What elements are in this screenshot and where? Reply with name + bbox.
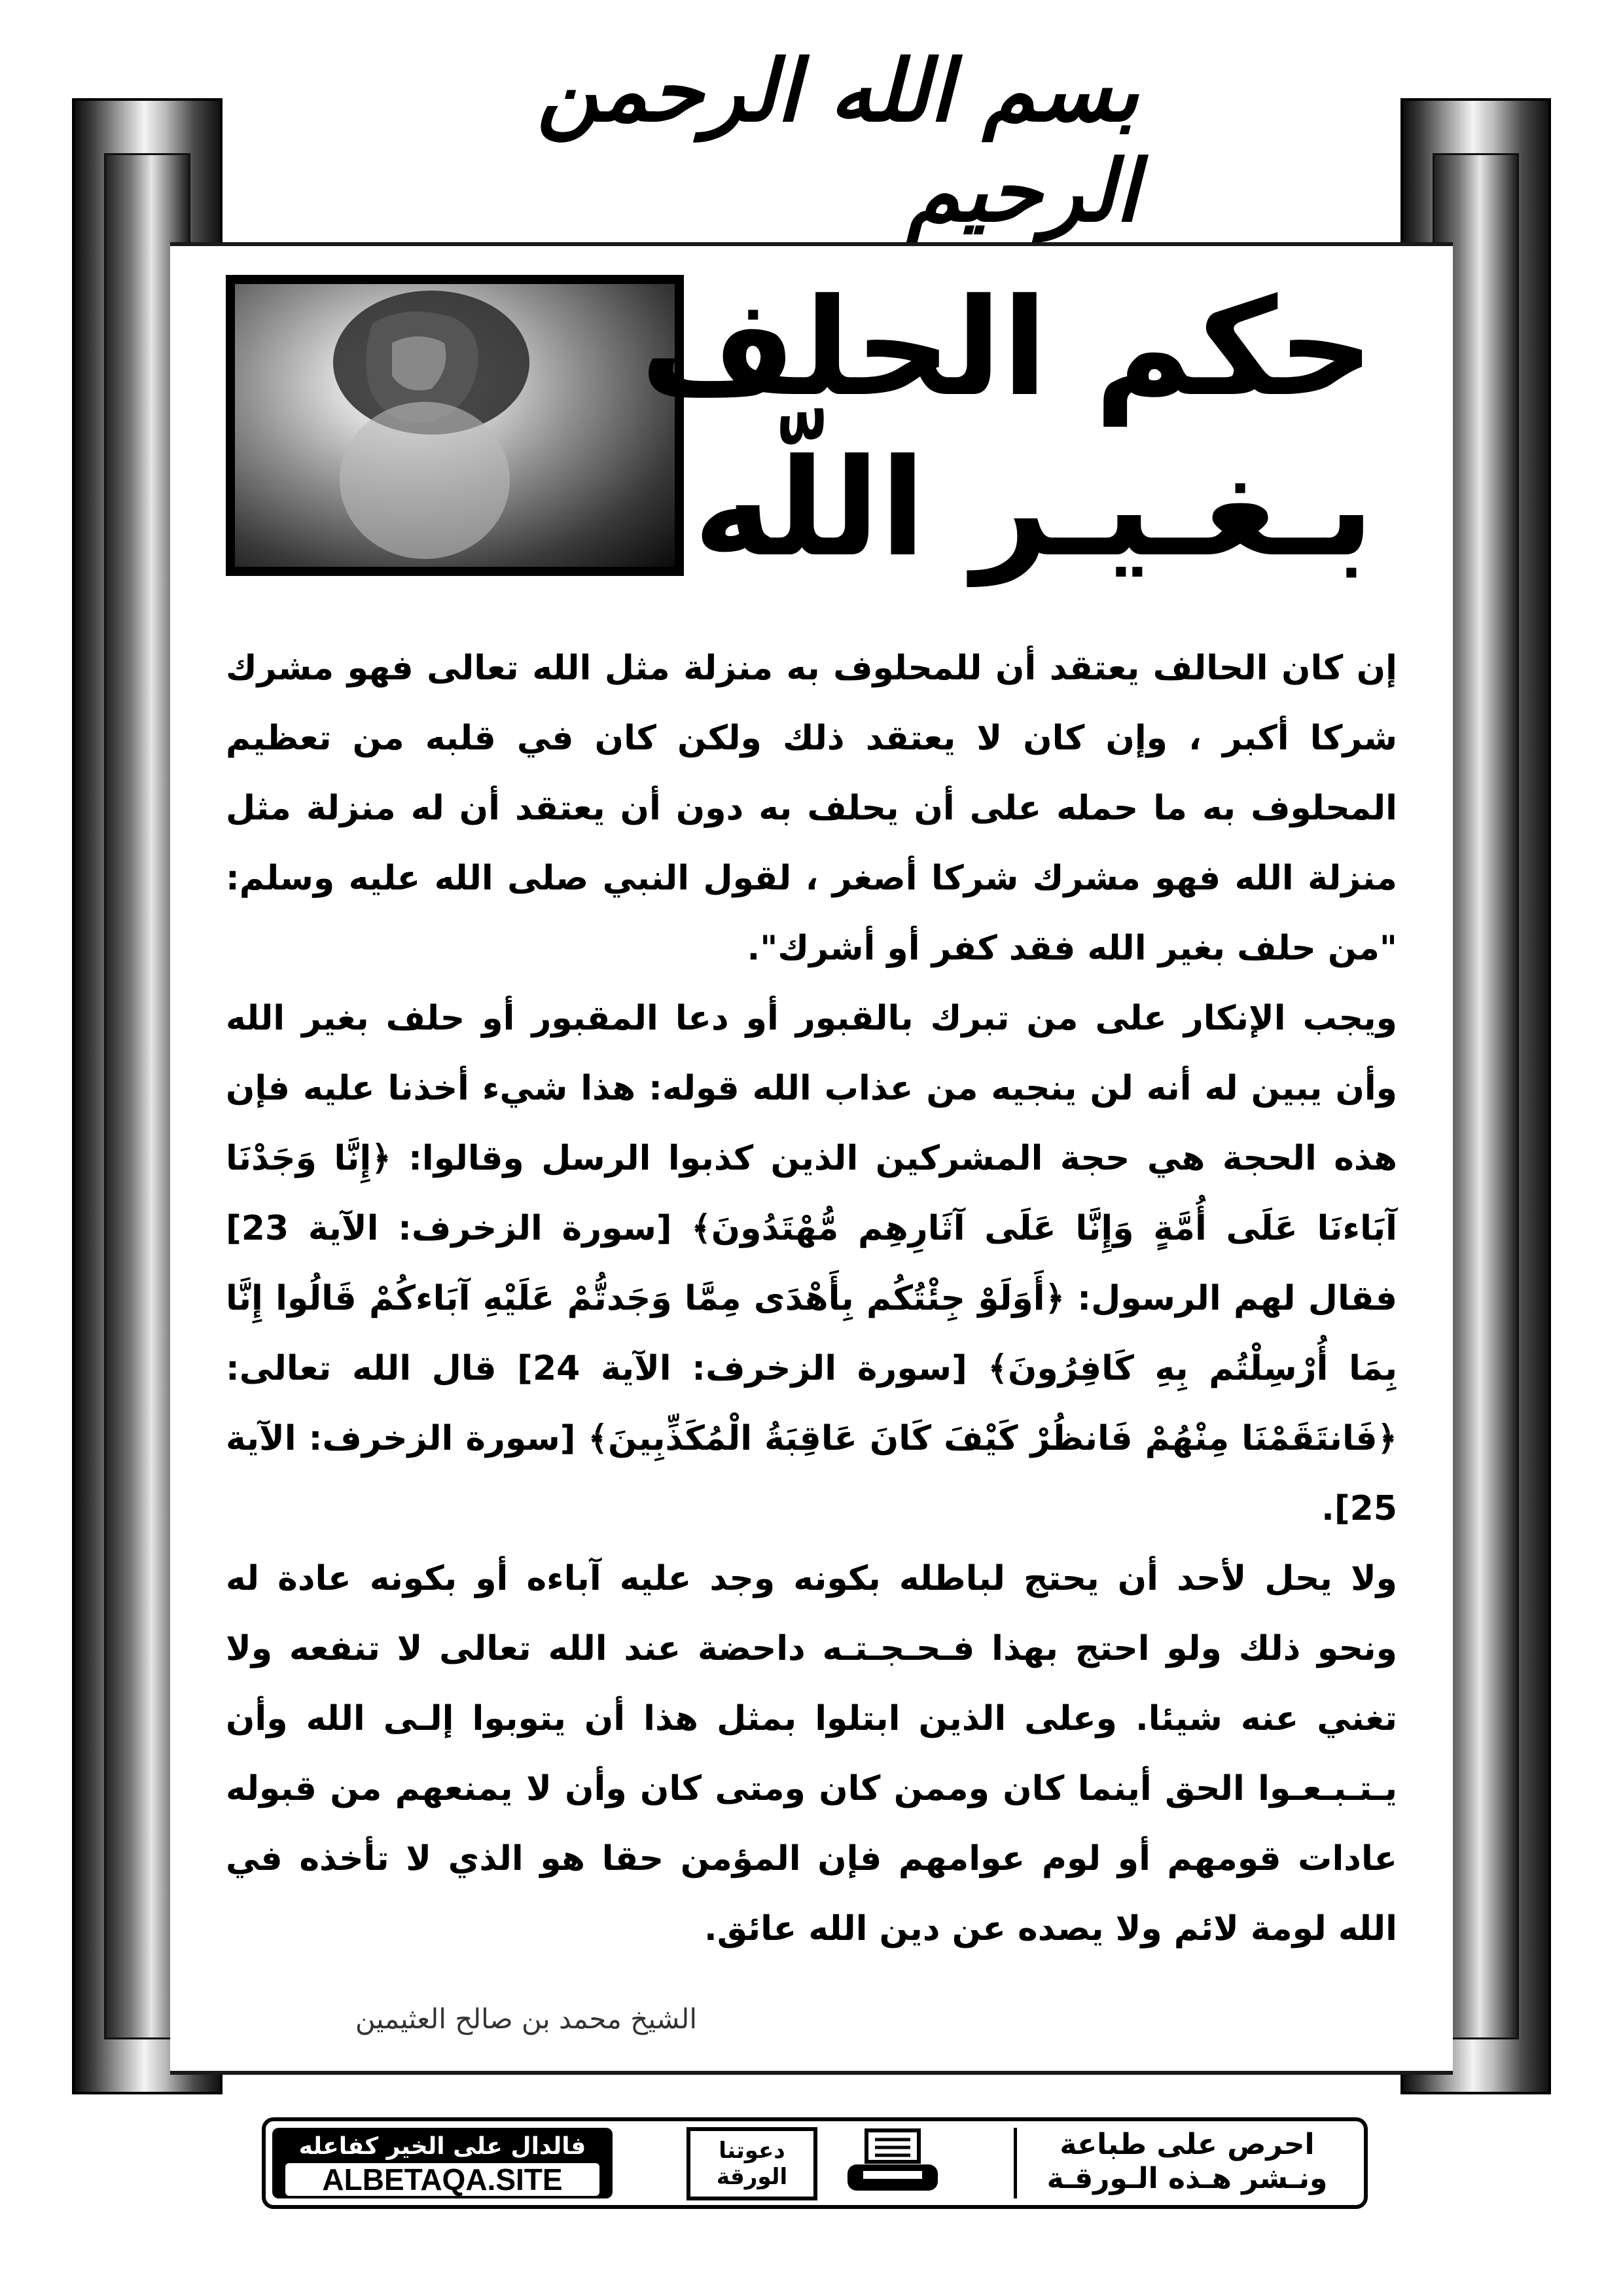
footer-print-line-2: ونـشر هـذه الـورقـة: [1046, 2162, 1328, 2195]
footer-print-line-1: احرص على طباعة: [1060, 2128, 1315, 2161]
printer-icon: [844, 2128, 942, 2200]
page-title: [640, 268, 1374, 609]
body-paragraph-3: ولا يحل لأحد أن يحتج لباطله بكونه وجد عليه آباءه أو بكونه عادة له ونحو ذلك ولو احتج بهذا فـحـجـتـه داحضة عند الله تعالى لا تنفعه ولا تغني عنه شيئا. وعلى الذين ابتلوا بمثل هذا أن يتوبوا إلـى الله وأن يـتـبـعـوا الحق أينما كان وممن كان ومتى كان وأن لا يمنعهم من قبوله عادات قومهم أو لوم عوامهم فإن المؤمن حقا هو الذي لا تأخذه في الله لومة لائم ولا يصده عن دين الله عائق.: [226, 1559, 1397, 1948]
article-body: [226, 634, 1397, 1964]
logo-line-2: الورقة: [716, 2164, 788, 2190]
footer-logos: [631, 2125, 997, 2202]
author-credit: الشيخ محمد بن صالح العثيمين: [355, 2003, 697, 2035]
logo-line-1: دعوتنا: [719, 2138, 785, 2164]
footer-site-box: [272, 2128, 613, 2198]
footer-bar: [262, 2117, 1368, 2209]
bismillah-calligraphy: بسم الله الرحمن الرحيم: [537, 41, 1139, 241]
title-line-1: حكم الحلف: [640, 270, 1374, 426]
body-paragraph-2: ويجب الإنكار على من تبرك بالقبور أو دعا المقبور أو حلف بغير الله وأن يبين له أنه لن ينجيه من عذاب الله قوله: هذا شيء أخذنا عليه فإن هذه الحجة هي حجة المشركين الذين كذبوا الرسل وقالوا: ﴿إِنَّا وَجَدْنَا آبَاءنَا عَلَى أُمَّةٍ وَإِنَّا عَلَى آثَارِهِم مُّهْتَدُونَ﴾ [سورة الزخرف: الآية 23] فقال لهم الرسول: ﴿أَوَلَوْ جِئْتُكُم بِأَهْدَى مِمَّا وَجَدتُّمْ عَلَيْهِ آبَاءكُمْ قَالُوا إِنَّا بِمَا أُرْسِلْتُم بِهِ كَافِرُونَ﴾ [سورة الزخرف: الآية 24] قال الله تعالى: ﴿فَانتَقَمْنَا مِنْهُمْ فَانظُرْ كَيْفَ كَانَ عَاقِبَةُ الْمُكَذِّبِينَ﴾ [سورة الزخرف: الآية 25].: [226, 999, 1397, 1528]
pointing-hand-icon: [235, 284, 675, 567]
pointing-hand-photo: [226, 275, 684, 576]
title-line-2: بـغـيـر اللّه: [693, 431, 1374, 586]
footer-print-note: [1014, 2128, 1357, 2198]
site-link[interactable]: ALBETAQA.SITE: [285, 2163, 599, 2196]
footer-slogan: فالدال على الخير كفاعله: [298, 2133, 586, 2160]
body-paragraph-1: إن كان الحالف يعتقد أن للمحلوف به منزلة مثل الله تعالى فهو مشرك شركا أكبر ، وإن كان لا يعتقد ذلك ولكن كان في قلبه من تعظيم المحلوف به ما حمله على أن يحلف به دون أن يعتقد أن له منزلة مثل منزلة الله فهو مشرك شركا أصغر ، لقول النبي صلى الله عليه وسلم: "من حلف بغير الله فقد كفر أو أشرك".: [226, 649, 1397, 968]
dawatuna-logo: [687, 2127, 817, 2200]
